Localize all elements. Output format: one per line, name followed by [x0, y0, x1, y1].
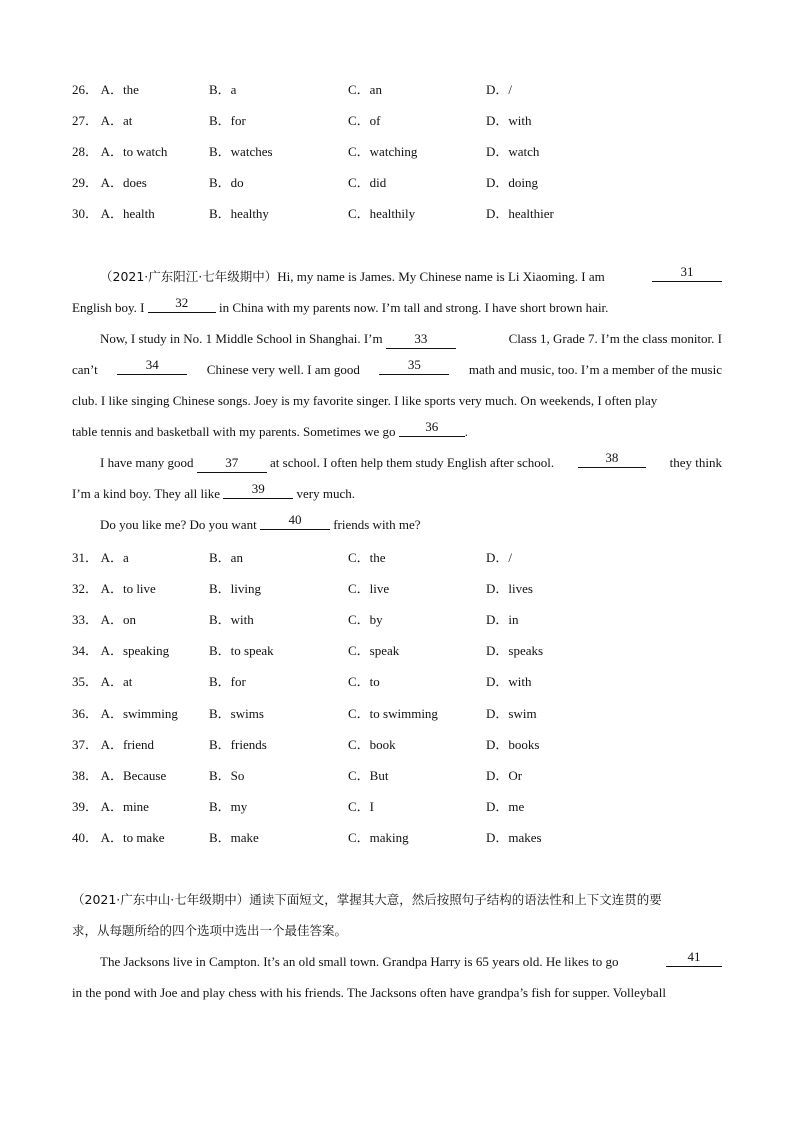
option-b[interactable]: B．with [209, 612, 254, 627]
option-d[interactable]: D．swim [486, 706, 537, 721]
option-c[interactable]: C．speak [348, 643, 400, 658]
option-c[interactable]: C．watching [348, 144, 418, 159]
option-a[interactable]: 37． A．friend [72, 737, 154, 752]
option-d[interactable]: D．with [486, 113, 532, 128]
option-d[interactable]: D．Or [486, 768, 523, 783]
blank-39[interactable]: 39 [223, 480, 293, 499]
option-a[interactable]: 27． A．at [72, 113, 133, 128]
instructions-line: （2021·广东中山·七年级期中）通读下面短文，掌握其大意，然后按照句子结构的语法性和上下文连贯的要 [72, 892, 662, 907]
option-a[interactable]: 28． A．to watch [72, 144, 168, 159]
option-a[interactable]: 32． A．to live [72, 581, 156, 596]
option-c[interactable]: C．live [348, 581, 390, 596]
option-b[interactable]: B．a [209, 82, 237, 97]
option-b[interactable]: B．living [209, 581, 262, 596]
blank-34[interactable]: 34 [117, 356, 187, 375]
option-c[interactable]: C．an [348, 82, 382, 97]
option-a[interactable]: 38． A．Because [72, 768, 167, 783]
passage-line: I’m a kind boy. They all like 39 very much. [72, 481, 356, 501]
option-b[interactable]: B．healthy [209, 206, 269, 221]
option-d[interactable]: D．with [486, 674, 532, 689]
passage-line: The Jacksons live in Campton. It’s an old small town. Grandpa Harry is 65 years old. He likes to go 41 [72, 946, 722, 977]
blank-37[interactable]: 37 [197, 454, 267, 473]
option-d[interactable]: D．in [486, 612, 519, 627]
source-label: （2021·广东阳江·七年级期中） [100, 269, 278, 284]
option-b[interactable]: B．for [209, 674, 246, 689]
blank-33[interactable]: 33 [386, 330, 456, 349]
option-c[interactable]: C．to [348, 674, 380, 689]
option-c[interactable]: C．did [348, 175, 387, 190]
option-a[interactable]: 36． A．swimming [72, 706, 178, 721]
passage-line: English boy. I 32 in China with my parents now. I’m tall and strong. I have short brown hair. [72, 295, 609, 315]
passage-line: Now, I study in No. 1 Middle School in Shanghai. I’m 33 Class 1, Grade 7. I’m the class monitor. I [72, 323, 722, 354]
blank-38[interactable]: 38 [578, 449, 646, 468]
option-b[interactable]: B．make [209, 830, 259, 845]
option-d[interactable]: D．watch [486, 144, 540, 159]
option-c[interactable]: C．I [348, 799, 375, 814]
option-d[interactable]: D．/ [486, 550, 513, 565]
blank-36[interactable]: 36 [399, 418, 465, 437]
passage-line: table tennis and basketball with my parents. Sometimes we go 36 . [72, 419, 468, 439]
option-d[interactable]: D．books [486, 737, 540, 752]
option-b[interactable]: B．do [209, 175, 244, 190]
option-d[interactable]: D．healthier [486, 206, 554, 221]
option-c[interactable]: C．But [348, 768, 389, 783]
option-d[interactable]: D．makes [486, 830, 542, 845]
option-a[interactable]: 26． A．the [72, 82, 139, 97]
option-b[interactable]: B．to speak [209, 643, 274, 658]
passage-line: I have many good 37 at school. I often help them study English after school. 38 they think [72, 447, 722, 478]
option-c[interactable]: C．making [348, 830, 409, 845]
option-c[interactable]: C．book [348, 737, 396, 752]
option-c[interactable]: C．the [348, 550, 386, 565]
passage-line: can’t 34 Chinese very well. I am good 35 math and music, too. I’m a member of the music [72, 357, 722, 377]
blank-41[interactable]: 41 [666, 948, 722, 967]
option-c[interactable]: C．of [348, 113, 381, 128]
option-a[interactable]: 35． A．at [72, 674, 133, 689]
option-b[interactable]: B．friends [209, 737, 267, 752]
option-d[interactable]: D．/ [486, 82, 513, 97]
option-c[interactable]: C．by [348, 612, 383, 627]
option-b[interactable]: B．swims [209, 706, 264, 721]
option-a[interactable]: 40． A．to make [72, 830, 165, 845]
option-a[interactable]: 39． A．mine [72, 799, 149, 814]
option-a[interactable]: 29． A．does [72, 175, 147, 190]
blank-40[interactable]: 40 [260, 511, 330, 530]
option-c[interactable]: C．healthily [348, 206, 416, 221]
option-d[interactable]: D．me [486, 799, 525, 814]
option-a[interactable]: 33． A．on [72, 612, 136, 627]
blank-35[interactable]: 35 [379, 356, 449, 375]
passage-line: Do you like me? Do you want 40 friends with me? [100, 512, 421, 532]
option-a[interactable]: 30． A．health [72, 206, 155, 221]
reading-passage [72, 261, 722, 540]
blank-31[interactable]: 31 [652, 263, 722, 282]
blank-32[interactable]: 32 [148, 294, 216, 313]
reading-passage-2 [72, 884, 722, 1008]
option-c[interactable]: C．to swimming [348, 706, 438, 721]
option-b[interactable]: B．watches [209, 144, 273, 159]
option-a[interactable]: 34． A．speaking [72, 643, 170, 658]
passage-line: in the pond with Joe and play chess with his friends. The Jacksons often have grandpa’s fish for supper. Volleyball [72, 985, 666, 1000]
option-b[interactable]: B．my [209, 799, 248, 814]
passage-line: club. I like singing Chinese songs. Joey is my favorite singer. I like sports very much. On weekends, I often play [72, 393, 658, 408]
option-b[interactable]: B．for [209, 113, 246, 128]
instructions-line: 求，从每题所给的四个选项中选出一个最佳答案。 [72, 923, 348, 938]
option-d[interactable]: D．lives [486, 581, 533, 596]
option-b[interactable]: B．an [209, 550, 243, 565]
option-d[interactable]: D．doing [486, 175, 539, 190]
option-a[interactable]: 31． A．a [72, 550, 129, 565]
option-b[interactable]: B．So [209, 768, 245, 783]
option-d[interactable]: D．speaks [486, 643, 544, 658]
passage-line: （2021·广东阳江·七年级期中）Hi, my name is James. My Chinese name is Li Xiaoming. I am 31 [72, 261, 722, 292]
